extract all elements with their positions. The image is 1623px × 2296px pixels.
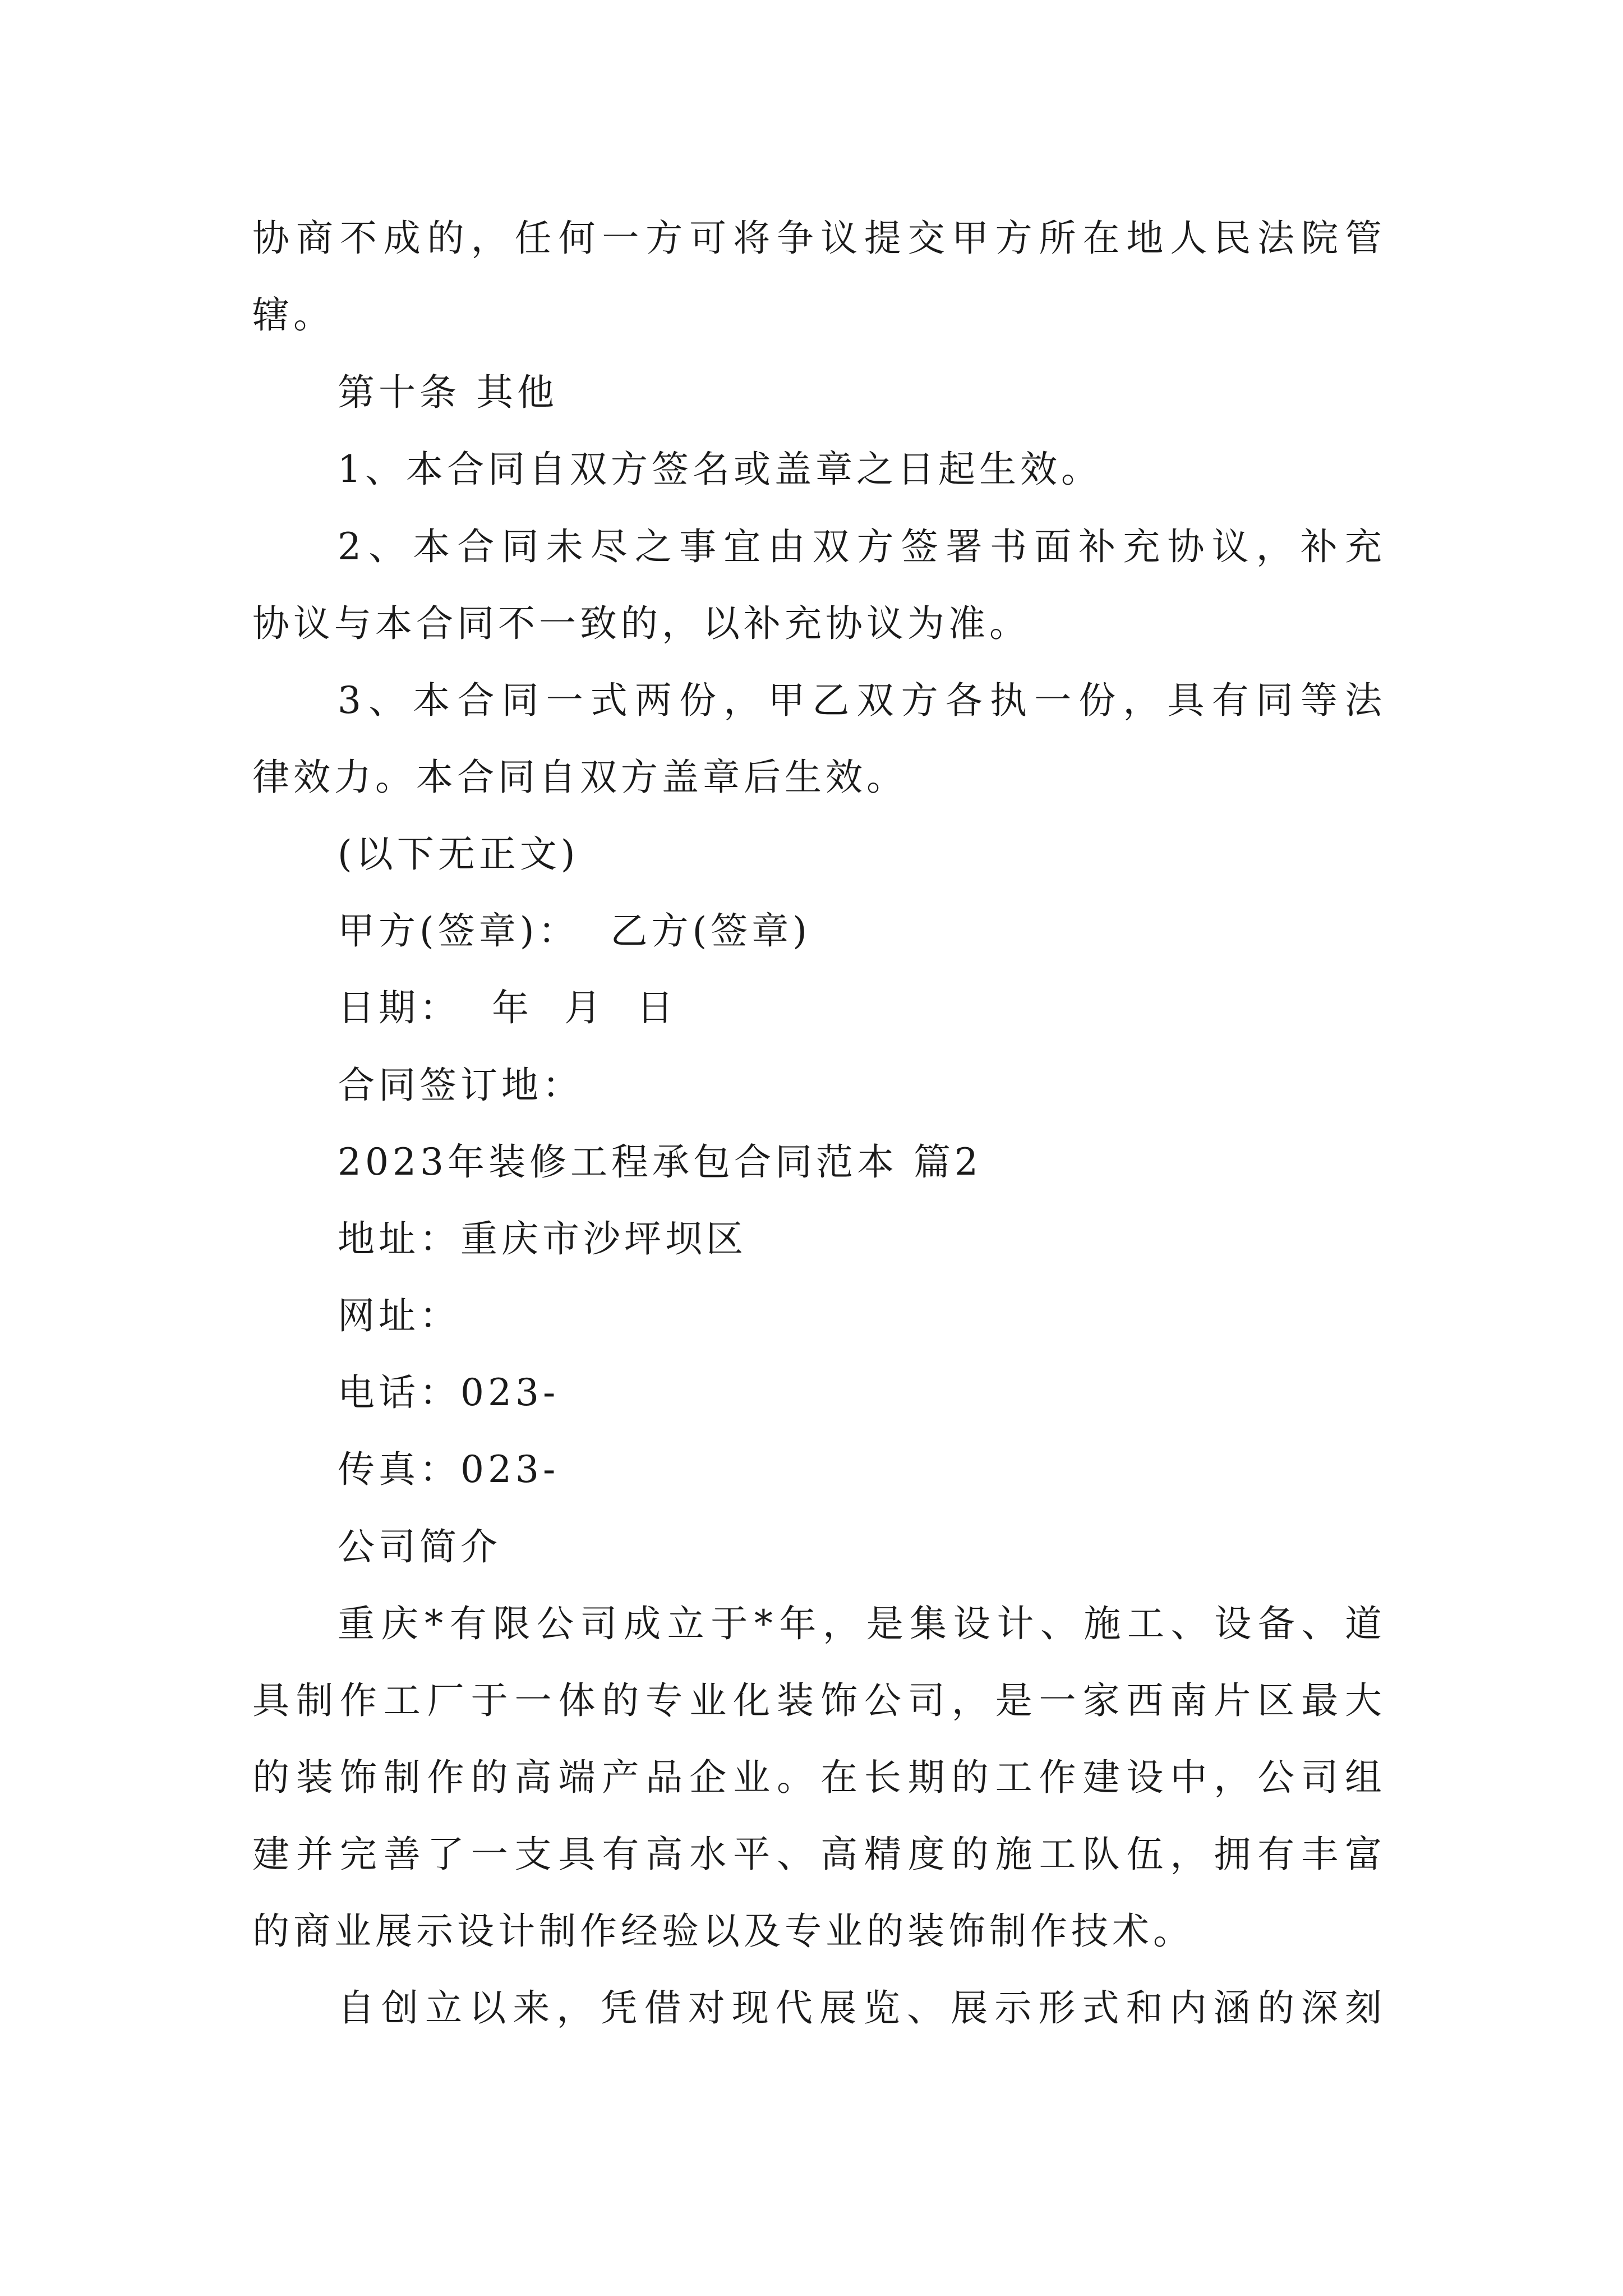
paragraph-line: 自创立以来，凭借对现代展览、展示形式和内涵的深刻	[338, 1986, 1382, 2030]
paragraph-line: (以下无正文)	[338, 832, 579, 876]
fax-line: 传真：023-	[338, 1448, 560, 1491]
paragraph-line: 1、本合同自双方签名或盖章之日起生效。	[338, 448, 1102, 491]
paragraph-line: 3、本合同一式两份，甲乙双方各执一份，具有同等法	[338, 679, 1382, 722]
date-line: 日期： 年 月 日	[338, 986, 677, 1029]
paragraph-line: 协商不成的，任何一方可将争议提交甲方所在地人民法院管	[252, 217, 1382, 260]
address-line: 地址：重庆市沙坪坝区	[338, 1217, 747, 1260]
paragraph-line: 协议与本合同不一致的，以补充协议为准。	[252, 602, 1030, 645]
section-heading: 公司简介	[338, 1525, 501, 1568]
phone-line: 电话：023-	[338, 1371, 560, 1414]
signing-place-line: 合同签订地：	[338, 1064, 583, 1107]
paragraph-line: 律效力。本合同自双方盖章后生效。	[252, 756, 907, 799]
website-line: 网址：	[338, 1294, 460, 1337]
paragraph-line: 具制作工厂于一体的专业化装饰公司，是一家西南片区最大	[252, 1679, 1382, 1722]
document-title-line: 2023年装修工程承包合同范本 篇2	[338, 1140, 982, 1184]
paragraph-line: 辖。	[252, 293, 334, 337]
paragraph-line: 的商业展示设计制作经验以及专业的装饰制作技术。	[252, 1910, 1194, 1953]
signature-line: 甲方(签章)： 乙方(签章)	[338, 909, 811, 953]
paragraph-line: 重庆*有限公司成立于*年，是集设计、施工、设备、道	[338, 1602, 1382, 1645]
paragraph-line: 建并完善了一支具有高水平、高精度的施工队伍，拥有丰富	[252, 1833, 1382, 1876]
section-heading: 第十条 其他	[338, 371, 558, 414]
paragraph-line: 的装饰制作的高端产品企业。在长期的工作建设中，公司组	[252, 1756, 1382, 1799]
paragraph-line: 2、本合同未尽之事宜由双方签署书面补充协议，补充	[338, 525, 1382, 568]
